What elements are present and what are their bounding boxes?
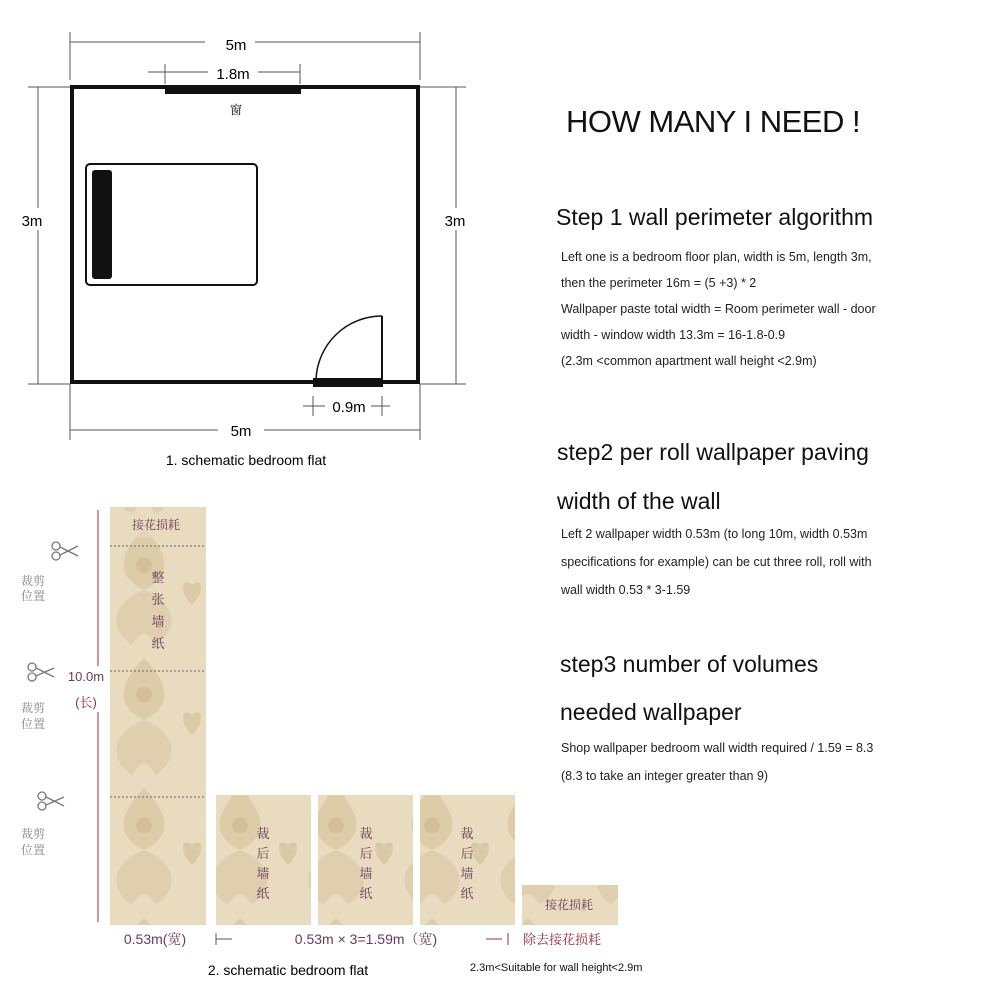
length-unit-label: (长) <box>75 695 97 710</box>
pattern-loss-top-label: 接花损耗 <box>131 518 181 532</box>
cut-strip <box>318 795 413 925</box>
step3-heading-line: step3 number of volumes <box>560 651 819 677</box>
step1-line: (2.3m <common apartment wall height <2.9m) <box>561 354 817 368</box>
window <box>165 85 301 94</box>
step2-heading <box>557 428 869 526</box>
cut-position-label <box>21 826 45 857</box>
door-width-label: 0.9m <box>332 399 366 416</box>
total-width-label: 0.53m × 3=1.59m（宽) <box>294 931 438 947</box>
cut-strip <box>420 795 515 925</box>
step1-line: width - window width 13.3m = 16-1.8-0.9 <box>561 328 786 342</box>
leftover-label: 接花损耗 <box>544 898 594 912</box>
svg-text:位置: 位置 <box>20 843 46 857</box>
strip-label-char: 纸 <box>359 886 373 901</box>
strip-label-char: 后 <box>359 846 373 861</box>
roll-label-char: 整 <box>151 570 165 585</box>
strip-label-char: 后 <box>460 846 474 861</box>
step2-line: wall width 0.53 * 3-1.59 <box>561 583 691 597</box>
cut-position-label <box>21 700 45 731</box>
strip-label-char: 墙 <box>256 866 270 881</box>
window-label: 窗 <box>229 103 243 117</box>
strip-label-char: 纸 <box>460 886 474 901</box>
strip-label-char: 纸 <box>256 886 270 901</box>
strip-label-char: 裁 <box>359 826 373 841</box>
svg-text:裁剪: 裁剪 <box>20 574 46 588</box>
step2-line: Left 2 wallpaper width 0.53m (to long 10m, width 0.53m <box>561 527 868 541</box>
strip-label-char: 裁 <box>256 826 270 841</box>
roll-label-char: 纸 <box>151 636 165 651</box>
length-label: 10.0m <box>67 669 105 684</box>
step2-heading-line: step2 per roll wallpaper paving <box>557 439 869 465</box>
strip-label-char: 墙 <box>359 866 373 881</box>
right-height-label: 3m <box>444 213 466 230</box>
plan-caption: 1. schematic bedroom flat <box>165 452 327 468</box>
page-title: HOW MANY I NEED ! <box>566 104 861 139</box>
step2-text <box>561 520 872 604</box>
right-dimension <box>420 87 466 384</box>
step3-line: (8.3 to take an integer greater than 9) <box>561 769 769 783</box>
bed <box>86 164 257 285</box>
bedroom-floor-plan <box>0 0 500 480</box>
step3-line: Shop wallpaper bedroom wall width required / 1.59 = 8.3 <box>561 741 874 755</box>
top-width-label: 5m <box>225 37 247 54</box>
left-height-label: 3m <box>21 213 43 230</box>
step3-heading <box>560 640 818 736</box>
strip-label-char: 后 <box>256 846 270 861</box>
remove-arrow <box>486 933 508 945</box>
svg-text:裁剪: 裁剪 <box>20 827 46 841</box>
wallpaper-roll-diagram <box>0 490 602 995</box>
wall-height-note: 2.3m<Suitable for wall height<2.9m <box>470 962 643 974</box>
roll-caption: 2. schematic bedroom flat <box>207 962 369 978</box>
roll-label-char: 墙 <box>151 614 165 629</box>
bed-headboard <box>92 170 112 279</box>
svg-text:位置: 位置 <box>20 589 46 603</box>
svg-text:裁剪: 裁剪 <box>20 701 46 715</box>
left-dimension <box>28 87 70 384</box>
remove-loss-label: 除去接花损耗 <box>522 932 602 947</box>
strip-label-char: 裁 <box>460 826 474 841</box>
strip-label-char: 墙 <box>460 866 474 881</box>
roll-label-char: 张 <box>151 592 165 607</box>
cut-position-label <box>21 573 45 603</box>
step1-line: Wallpaper paste total width = Room perimeter wall - door <box>561 302 876 316</box>
scissors-icon <box>38 792 64 810</box>
svg-text:位置: 位置 <box>20 717 46 731</box>
cut-strip <box>216 795 311 925</box>
width-dimension <box>216 933 232 945</box>
roll-width-label: 0.53m(宽) <box>123 931 187 947</box>
scissors-icon <box>28 663 54 681</box>
step1-line: Left one is a bedroom floor plan, width is 5m, length 3m, <box>561 250 872 264</box>
step1-heading: Step 1 wall perimeter algorithm <box>556 204 874 230</box>
step1-text <box>561 244 876 374</box>
bottom-width-label: 5m <box>230 423 252 440</box>
step1-line: then the perimeter 16m = (5 +3) * 2 <box>561 276 757 290</box>
step2-line: specifications for example) can be cut three roll, roll with <box>561 555 872 569</box>
step3-text <box>561 734 873 790</box>
step2-heading-line: width of the wall <box>557 488 721 514</box>
step3-heading-line: needed wallpaper <box>560 699 742 725</box>
scissors-icon <box>52 542 78 560</box>
window-width-label: 1.8m <box>216 66 250 83</box>
